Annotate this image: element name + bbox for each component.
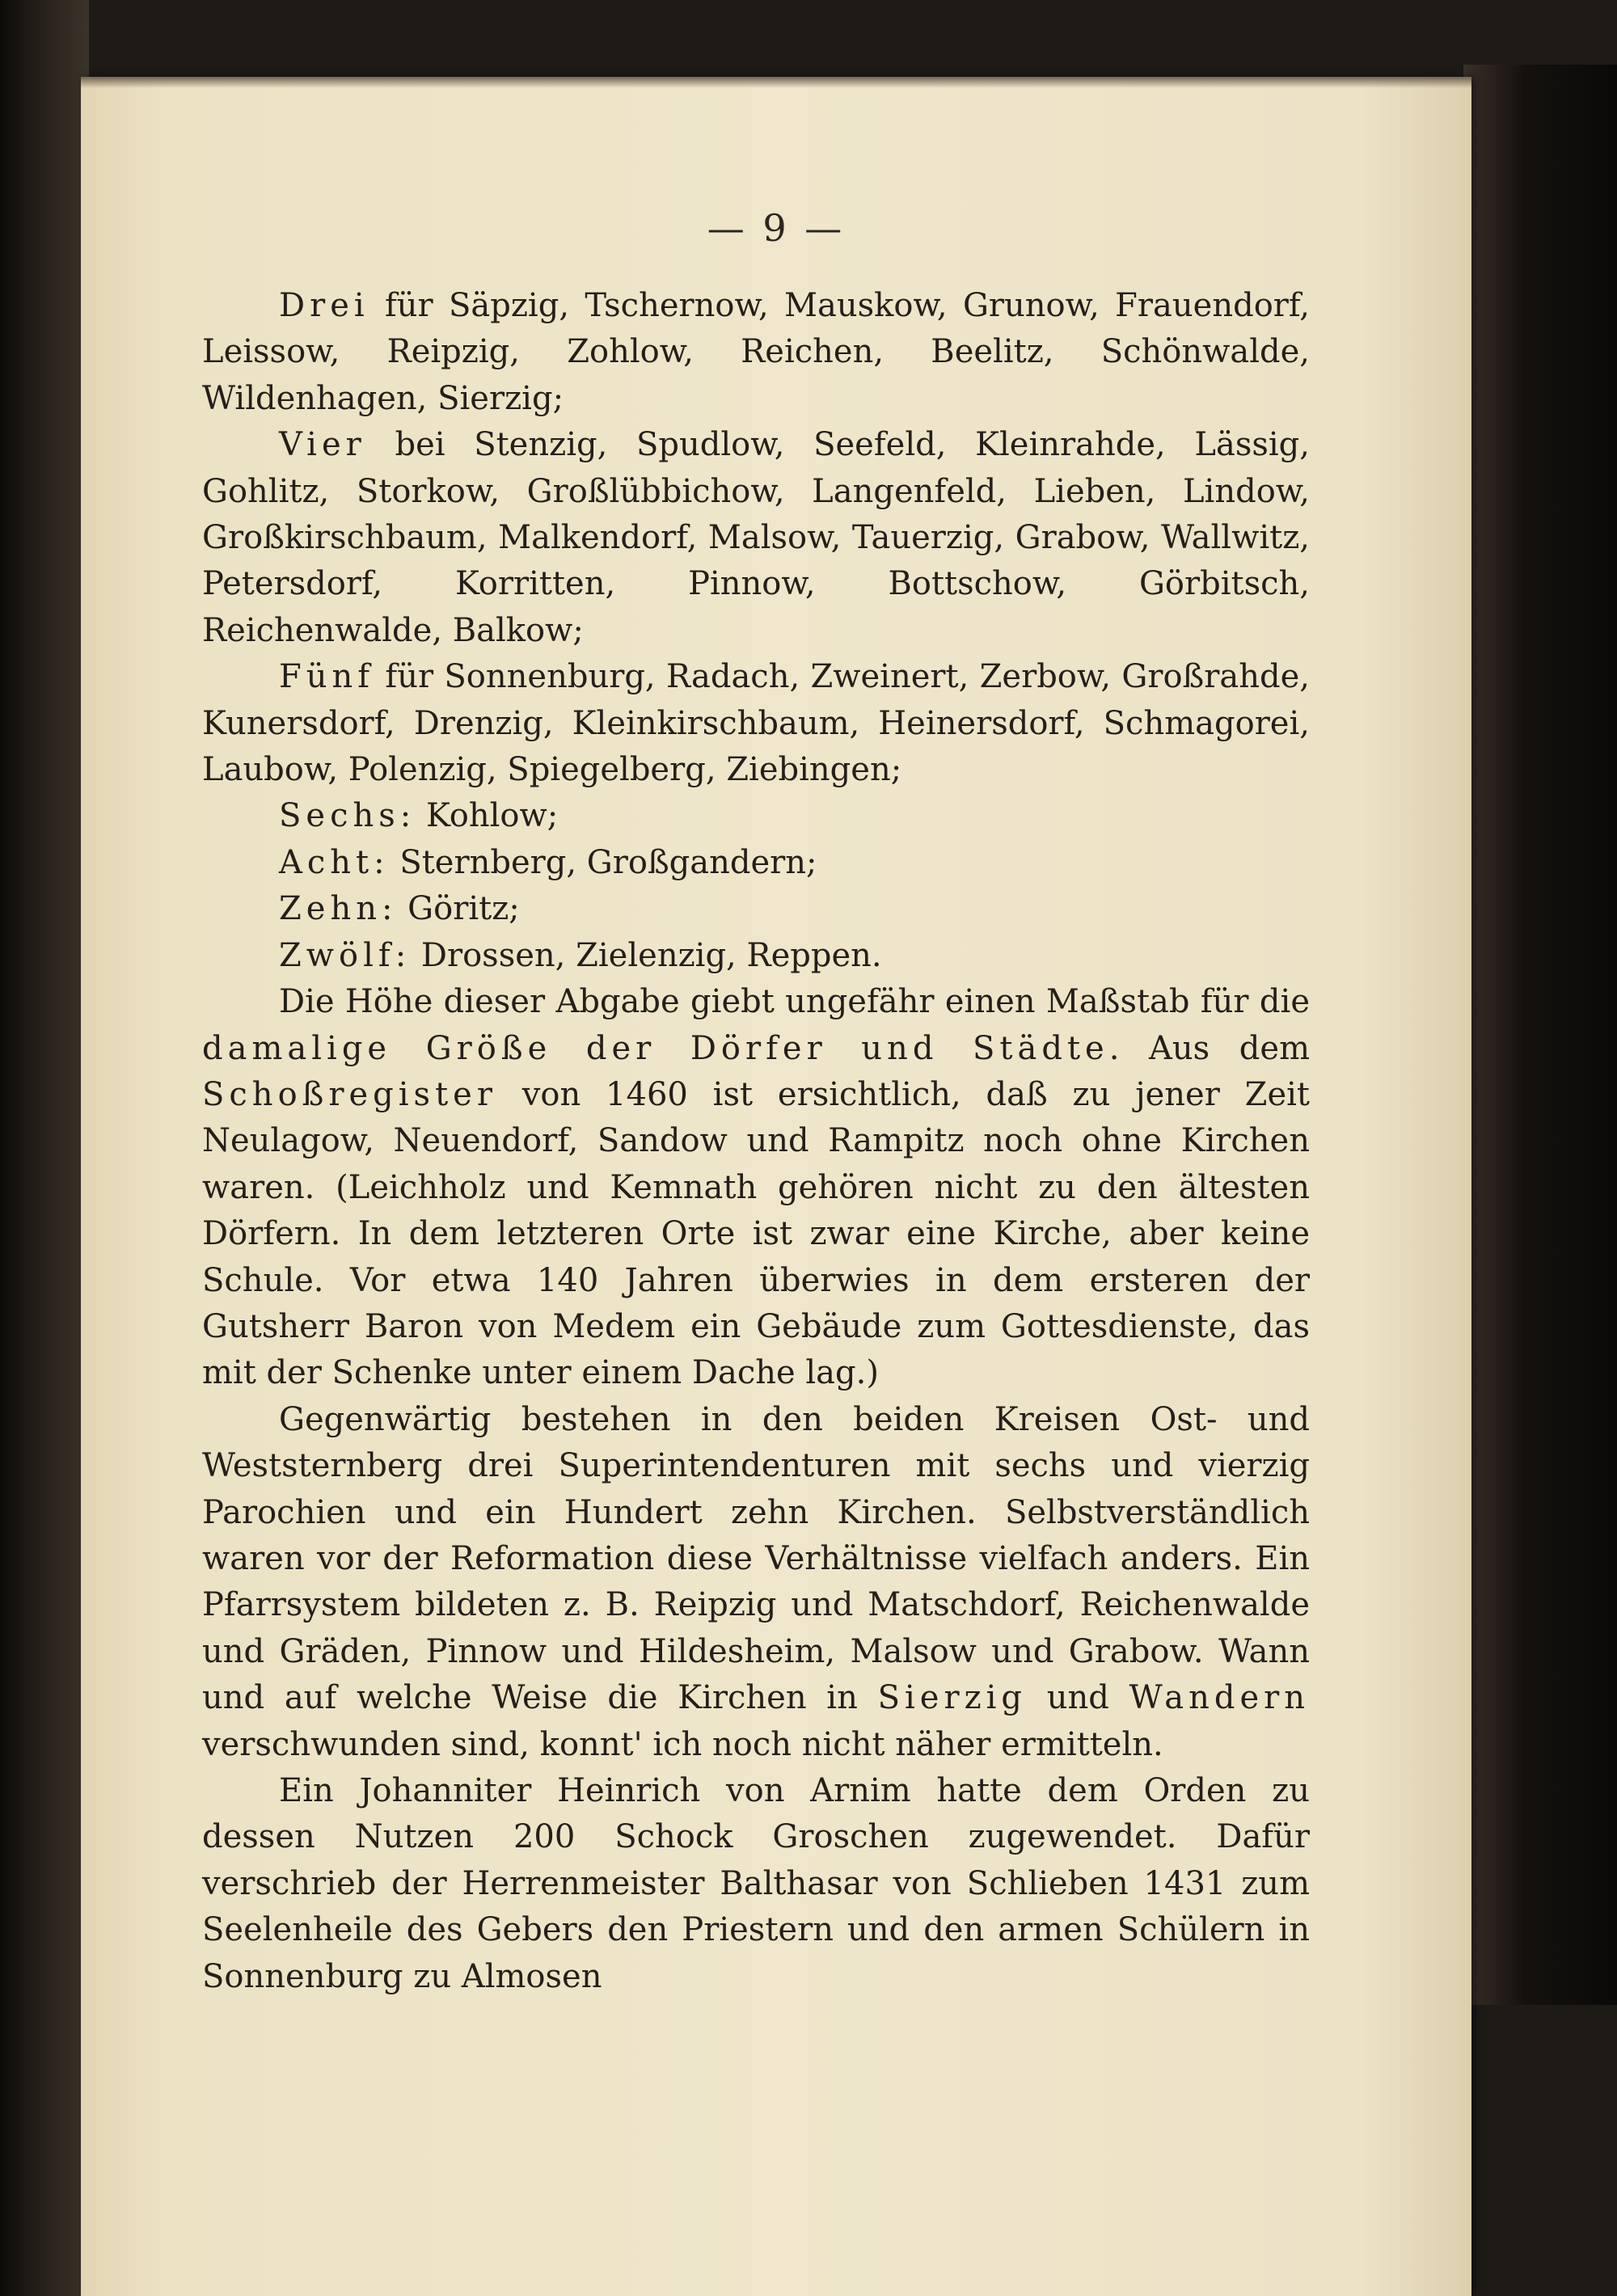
list-item-lead: Zwölf: bbox=[279, 936, 412, 974]
list-item-sechs bbox=[202, 793, 1310, 839]
list-item-acht bbox=[202, 840, 1310, 886]
book-binding bbox=[0, 0, 89, 2296]
list-item-lead: Zehn: bbox=[279, 890, 398, 928]
list-item-text: Sternberg, Großgandern; bbox=[389, 843, 817, 881]
book-cover-board bbox=[1463, 65, 1617, 2005]
paragraph-hoehe-abgabe: Die Höhe dieser Abgabe giebt ungefähr einen Maßstab für die damalige Größe der Dörfer und Städte. Aus dem Schoßregister von 1460 ist ersichtlich, daß zu jener Zeit Neulagow, Neuendorf, Sandow und Rampitz noch ohne Kirchen waren. (Leichholz und Kemnath gehören nicht zu den ältesten Dörfern. In dem letzteren Orte ist zwar eine Kirche, aber keine Schule. Vor etwa 140 Jahren überwies in dem ersteren der Gutsherr Baron von Medem ein Gebäude zum Gottesdienste, das mit der Schenke unter einem Dache lag.) bbox=[202, 983, 1310, 1392]
page-number: — 9 — bbox=[707, 206, 846, 250]
list-item-lead: Acht: bbox=[279, 843, 390, 881]
emphasis-text: Schoßregister bbox=[202, 1075, 497, 1113]
list-item-text: für Säpzig, Tschernow, Mauskow, Grunow, Frauendorf, Leissow, Reipzig, Zohlow, Reichen, Beelitz, Schönwalde, Wildenhagen, Sierzig; bbox=[202, 287, 1310, 417]
page-top-edge bbox=[81, 77, 1471, 88]
list-item-text: Kohlow; bbox=[416, 797, 559, 835]
list-item-lead: Vier bbox=[279, 426, 366, 464]
list-item-text: Drossen, Zielenzig, Reppen. bbox=[411, 936, 882, 974]
list-item-zehn bbox=[202, 886, 1310, 932]
emphasis-text: Sierzig bbox=[877, 1679, 1028, 1717]
emphasis-text: Wandern bbox=[1129, 1679, 1310, 1717]
book-page bbox=[81, 77, 1471, 2296]
list-item-fuenf bbox=[202, 654, 1310, 793]
paragraph-johanniter: Ein Johanniter Heinrich von Arnim hatte dem Orden zu dessen Nutzen 200 Schock Groschen zugewendet. Dafür verschrieb der Herrenmeister Balthasar von Schlieben 1431 zum Seelenheile des Gebers den Priestern und den armen Schülern in Sonnenburg zu Almosen bbox=[202, 1772, 1310, 1995]
paragraph-gegenwaertig: Gegenwärtig bestehen in den beiden Kreisen Ost- und Weststernberg drei Superintendenturen mit sechs und vierzig Parochien und ein Hundert zehn Kirchen. Selbstverständlich waren vor der Reformation diese Verhältnisse vielfach anders. Ein Pfarrsystem bildeten z. B. Reipzig und Matschdorf, Reichenwalde und Gräden, Pinnow und Hildesheim, Malsow und Grabow. Wann und auf welche Weise die Kirchen in Sierzig und Wandern verschwunden sind, konnt' ich noch nicht näher ermitteln. bbox=[202, 1400, 1310, 1763]
emphasis-text: damalige Größe der Dörfer und Städte bbox=[202, 1029, 1109, 1067]
list-item-vier bbox=[202, 422, 1310, 654]
list-item-text: Göritz; bbox=[397, 890, 520, 928]
list-item-zwoelf bbox=[202, 933, 1310, 979]
list-item-lead: Fünf bbox=[279, 658, 375, 696]
list-item-lead: Sechs: bbox=[279, 797, 416, 835]
list-item-drei bbox=[202, 283, 1310, 422]
list-item-lead: Drei bbox=[279, 287, 369, 324]
list-item-text: bei Stenzig, Spudlow, Seefeld, Kleinrahde, Lässig, Gohlitz, Storkow, Großlübbichow, Langenfeld, Lieben, Lindow, Großkirschbaum, Malkendorf, Malsow, Tauerzig, Grabow, Wallwitz, Petersdorf, Korritten, Pinnow, Bottschow, Görbitsch, Reichenwalde, Balkow; bbox=[202, 426, 1310, 649]
list-item-text: für Sonnenburg, Radach, Zweinert, Zerbow, Großrahde, Kunersdorf, Drenzig, Kleinkirschbaum, Heinersdorf, Schmagorei, Laubow, Polenzig, Spiegelberg, Ziebingen; bbox=[202, 658, 1310, 789]
page-text bbox=[202, 283, 1310, 2000]
